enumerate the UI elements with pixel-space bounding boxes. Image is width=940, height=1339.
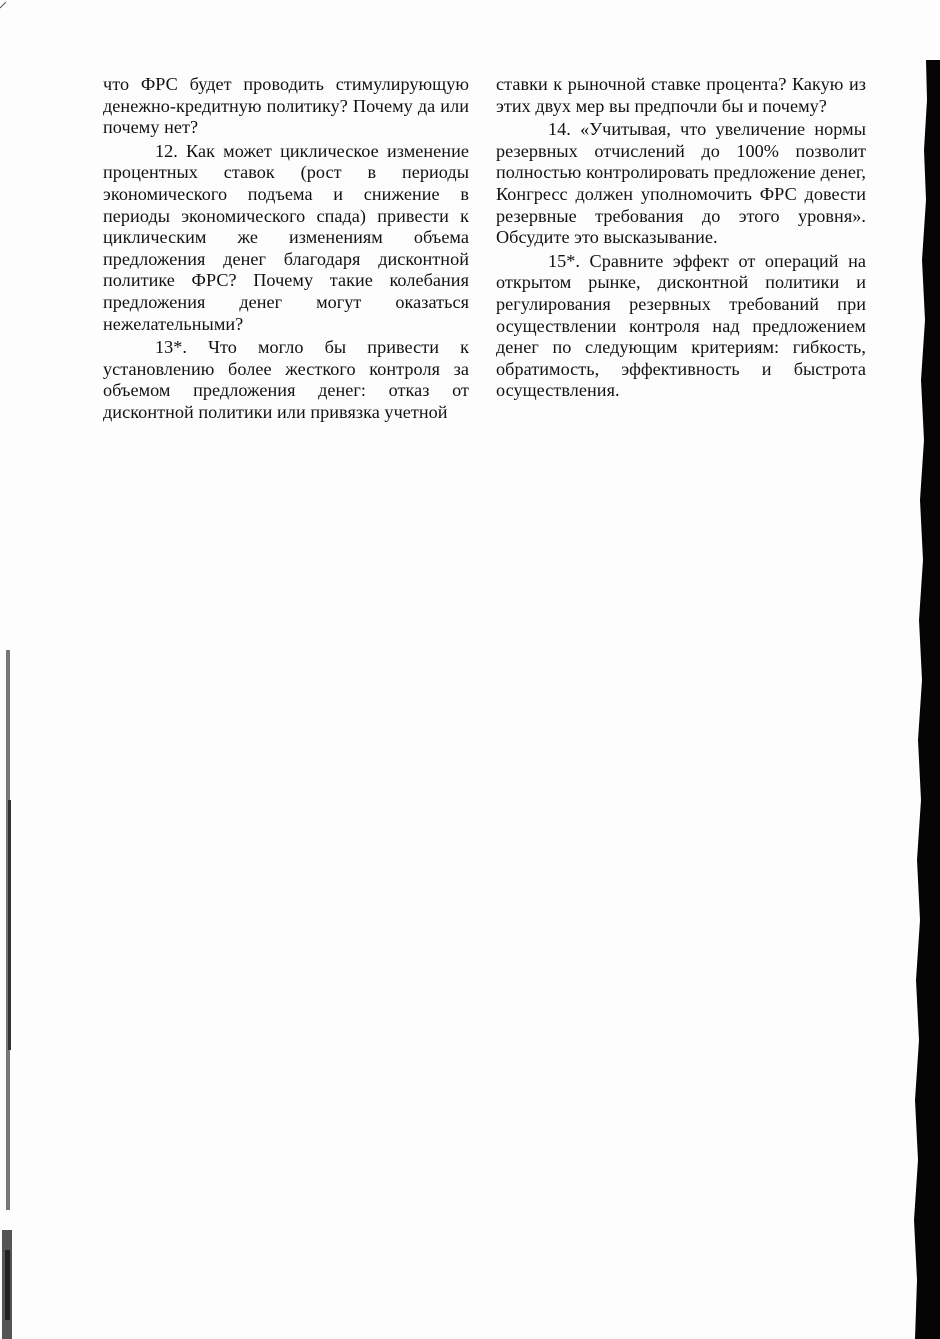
paragraph-continuation: ставки к рыночной ставке процента? Какую из этих двух мер вы предпочли бы и почему? (496, 74, 866, 116)
paragraph-continuation: что ФРС будет проводить стимулирующую денежно-кредитную политику? Почему да или почему нет? (103, 74, 469, 138)
left-column (103, 74, 469, 426)
scan-corner-mark (0, 0, 10, 10)
scan-edge-left (0, 150, 22, 1339)
scan-edge-right (900, 60, 940, 1339)
question-13: 13*. Что могло бы привести к установлению более жесткого контроля за объемом предложения денег: отказ от дисконтной политики или привязка учетной (103, 337, 469, 422)
question-12: 12. Как может циклическое изменение процентных ставок (рост в периоды экономического подъема и снижение в периоды экономического спада) привести к циклическим же изменениям объема предложения денег благодаря дисконтной политике ФРС? Почему такие колебания предложения денег могут оказаться нежелательными? (103, 140, 469, 334)
question-15: 15*. Сравните эффект от операций на открытом рынке, дисконтной политики и регулирования резервных требований при осуществлении контроля над предложением денег по следующим критериям: гибкость, обратимость, эффективность и быстрота осуществления. (496, 250, 866, 401)
question-14: 14. «Учитывая, что увеличение нормы резервных отчислений до 100% позволит полностью контролировать предложение денег, Конгресс должен уполномочить ФРС довести резервные требования до этого уровня». Обсудите это высказывание. (496, 119, 866, 248)
right-column (496, 74, 866, 404)
